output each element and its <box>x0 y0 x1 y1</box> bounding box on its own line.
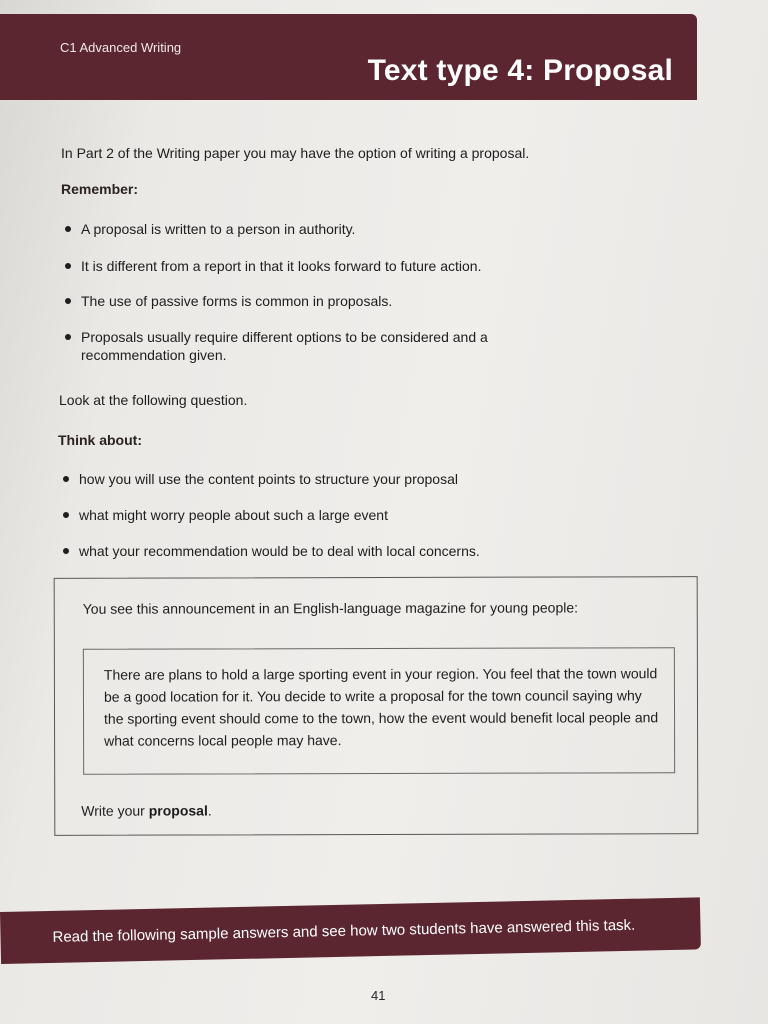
announcement-text: There are plans to hold a large sporting event in your region. You feel that the town would be a good location for it. You decide to write a proposal for the town council saying why the sporting event should come to the town, how the event would benefit local people and what concerns local people may have. <box>103 665 659 749</box>
bullet-icon <box>63 548 69 554</box>
bullet-icon <box>65 226 71 232</box>
look-at-text: Look at the following question. <box>59 392 248 408</box>
announcement-box <box>83 647 675 775</box>
page-title: Text type 4: Proposal <box>367 54 673 87</box>
bullet-icon <box>63 476 69 482</box>
page-number: 41 <box>371 988 386 1003</box>
list-item: The use of passive forms is common in proposals. <box>61 292 551 310</box>
list-item: It is different from a report in that it looks forward to future action. <box>61 257 551 275</box>
bullet-icon <box>63 512 69 518</box>
footer-banner <box>0 897 701 964</box>
list-item: how you will use the content points to structure your proposal <box>59 470 549 488</box>
task-intro: You see this announcement in an English-language magazine for young people: <box>82 599 579 617</box>
list-item: what might worry people about such a large event <box>59 506 549 524</box>
list-item: A proposal is written to a person in authority. <box>61 220 551 238</box>
intro-text: In Part 2 of the Writing paper you may have the option of writing a proposal. <box>61 145 530 161</box>
list-item: what your recommendation would be to deal with local concerns. <box>59 542 549 560</box>
series-label: C1 Advanced Writing <box>60 40 182 55</box>
write-instruction: Write your proposal. <box>81 802 212 819</box>
bullet-icon <box>65 334 71 340</box>
task-box <box>54 576 699 836</box>
bullet-icon <box>65 263 71 269</box>
think-about-heading: Think about: <box>58 432 142 448</box>
list-item: Proposals usually require different options to be considered and a recommendation given. <box>61 328 551 364</box>
footer-banner-text: Read the following sample answers and see how two students have answered this task. <box>52 916 636 946</box>
header-band <box>0 14 697 100</box>
bullet-icon <box>65 298 71 304</box>
remember-heading: Remember: <box>61 181 139 197</box>
